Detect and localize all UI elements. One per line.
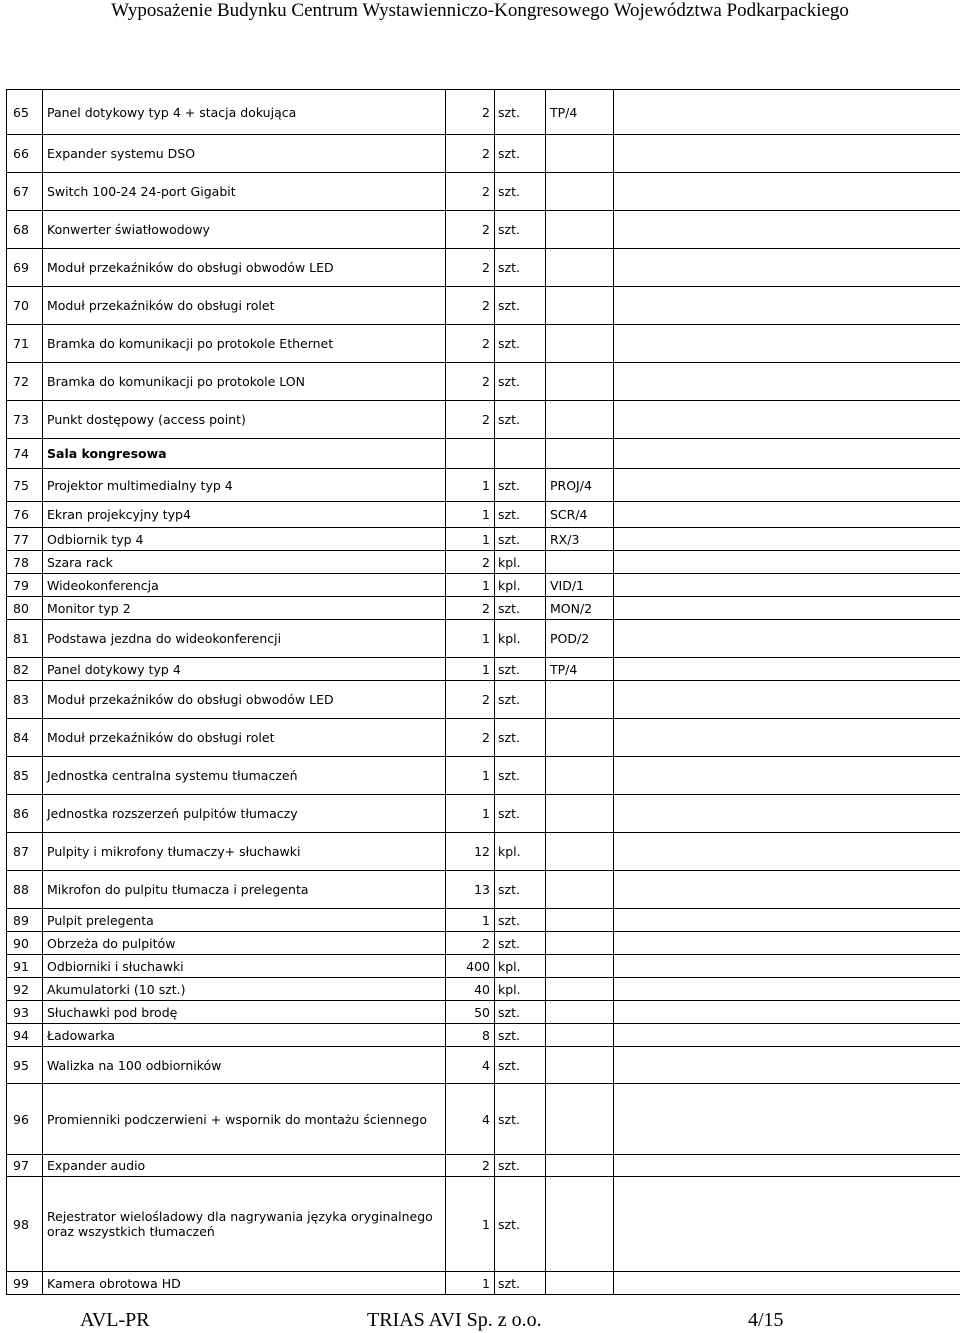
item-number: 73 [7, 401, 43, 439]
item-quantity: 4 [446, 1047, 495, 1084]
table-row [7, 211, 960, 249]
item-notes [614, 1001, 960, 1024]
item-quantity: 13 [446, 871, 495, 909]
item-unit: szt. [495, 1024, 546, 1047]
table-row [7, 551, 960, 574]
item-notes [614, 871, 960, 909]
item-number: 77 [7, 528, 43, 551]
item-name: Moduł przekaźników do obsługi rolet [43, 719, 446, 757]
item-name: Walizka na 100 odbiorników [43, 1047, 446, 1084]
item-unit: szt. [495, 1001, 546, 1024]
item-name: Expander systemu DSO [43, 135, 446, 173]
item-notes [614, 1084, 960, 1155]
item-unit: szt. [495, 909, 546, 932]
item-code [546, 1001, 614, 1024]
item-unit: szt. [495, 658, 546, 681]
table-row [7, 439, 960, 469]
item-code [546, 1177, 614, 1272]
item-notes [614, 1024, 960, 1047]
table-row [7, 978, 960, 1001]
item-unit: szt. [495, 469, 546, 502]
table-row [7, 1084, 960, 1155]
item-name: Moduł przekaźników do obsługi obwodów LED [43, 681, 446, 719]
item-code [546, 833, 614, 871]
item-name: Podstawa jezdna do wideokonferencji [43, 620, 446, 658]
item-notes [614, 955, 960, 978]
item-notes [614, 287, 960, 325]
item-name: Ekran projekcyjny typ4 [43, 502, 446, 528]
item-code [546, 211, 614, 249]
item-name: Monitor typ 2 [43, 597, 446, 620]
item-name: Odbiornik typ 4 [43, 528, 446, 551]
table-row [7, 469, 960, 502]
item-quantity: 4 [446, 1084, 495, 1155]
item-code [546, 1024, 614, 1047]
item-unit: szt. [495, 502, 546, 528]
item-unit: szt. [495, 1084, 546, 1155]
item-quantity: 2 [446, 597, 495, 620]
item-quantity: 1 [446, 1272, 495, 1295]
item-code: TP/4 [546, 658, 614, 681]
table-row [7, 1177, 960, 1272]
item-code [546, 955, 614, 978]
item-code [546, 909, 614, 932]
item-code [546, 681, 614, 719]
page-footer [0, 1305, 960, 1333]
item-unit: szt. [495, 757, 546, 795]
item-unit: kpl. [495, 978, 546, 1001]
item-notes [614, 1272, 960, 1295]
item-name: Akumulatorki (10 szt.) [43, 978, 446, 1001]
item-quantity: 1 [446, 757, 495, 795]
item-code [546, 757, 614, 795]
item-name: Panel dotykowy typ 4 [43, 658, 446, 681]
item-quantity: 1 [446, 574, 495, 597]
item-notes [614, 719, 960, 757]
item-number: 67 [7, 173, 43, 211]
item-code [546, 932, 614, 955]
item-code [546, 1155, 614, 1177]
item-notes [614, 173, 960, 211]
item-unit: szt. [495, 90, 546, 135]
item-name: Pulpity i mikrofony tłumaczy+ słuchawki [43, 833, 446, 871]
item-number: 97 [7, 1155, 43, 1177]
item-notes [614, 469, 960, 502]
item-name: Odbiorniki i słuchawki [43, 955, 446, 978]
item-notes [614, 757, 960, 795]
item-notes [614, 363, 960, 401]
item-code [546, 173, 614, 211]
footer-page-number: 4/15 [748, 1309, 784, 1331]
item-number: 70 [7, 287, 43, 325]
item-name: Słuchawki pod brodę [43, 1001, 446, 1024]
item-quantity: 2 [446, 932, 495, 955]
item-code: RX/3 [546, 528, 614, 551]
table-row [7, 1024, 960, 1047]
item-quantity: 2 [446, 173, 495, 211]
item-name: Projektor multimedialny typ 4 [43, 469, 446, 502]
item-code: VID/1 [546, 574, 614, 597]
item-unit [495, 439, 546, 469]
table-row [7, 401, 960, 439]
item-quantity: 2 [446, 287, 495, 325]
item-quantity: 8 [446, 1024, 495, 1047]
table-row [7, 1047, 960, 1084]
item-notes [614, 401, 960, 439]
item-number: 85 [7, 757, 43, 795]
item-unit: szt. [495, 528, 546, 551]
table-row [7, 909, 960, 932]
item-quantity [446, 439, 495, 469]
table-row [7, 955, 960, 978]
table-row [7, 574, 960, 597]
item-unit: szt. [495, 135, 546, 173]
item-name: Pulpit prelegenta [43, 909, 446, 932]
item-number: 83 [7, 681, 43, 719]
item-notes [614, 249, 960, 287]
item-quantity: 40 [446, 978, 495, 1001]
item-quantity: 50 [446, 1001, 495, 1024]
item-quantity: 12 [446, 833, 495, 871]
item-quantity: 2 [446, 1155, 495, 1177]
item-name: Jednostka rozszerzeń pulpitów tłumaczy [43, 795, 446, 833]
item-code [546, 1084, 614, 1155]
item-notes [614, 833, 960, 871]
item-quantity: 1 [446, 502, 495, 528]
item-notes [614, 1047, 960, 1084]
item-number: 96 [7, 1084, 43, 1155]
table-row [7, 1272, 960, 1295]
item-code: POD/2 [546, 620, 614, 658]
item-code [546, 871, 614, 909]
item-number: 82 [7, 658, 43, 681]
item-code [546, 325, 614, 363]
item-quantity: 2 [446, 401, 495, 439]
item-name: Ładowarka [43, 1024, 446, 1047]
item-unit: szt. [495, 249, 546, 287]
item-code [546, 1047, 614, 1084]
table-row [7, 173, 960, 211]
item-quantity: 2 [446, 249, 495, 287]
item-unit: szt. [495, 1272, 546, 1295]
item-number: 75 [7, 469, 43, 502]
item-unit: kpl. [495, 833, 546, 871]
footer-document-code: AVL-PR [80, 1309, 150, 1331]
table-row [7, 325, 960, 363]
item-number: 95 [7, 1047, 43, 1084]
table-row [7, 1001, 960, 1024]
item-unit: kpl. [495, 620, 546, 658]
item-notes [614, 795, 960, 833]
item-unit: szt. [495, 932, 546, 955]
item-unit: szt. [495, 597, 546, 620]
item-quantity: 1 [446, 909, 495, 932]
item-notes [614, 325, 960, 363]
item-code [546, 401, 614, 439]
item-quantity: 1 [446, 795, 495, 833]
item-unit: szt. [495, 401, 546, 439]
item-number: 72 [7, 363, 43, 401]
item-number: 98 [7, 1177, 43, 1272]
item-name: Promienniki podczerwieni + wspornik do montażu ściennego [43, 1084, 446, 1155]
item-code [546, 795, 614, 833]
item-notes [614, 597, 960, 620]
item-quantity: 2 [446, 90, 495, 135]
item-number: 89 [7, 909, 43, 932]
item-quantity: 1 [446, 528, 495, 551]
item-quantity: 2 [446, 719, 495, 757]
item-notes [614, 1177, 960, 1272]
item-notes [614, 620, 960, 658]
item-code [546, 287, 614, 325]
table-row [7, 502, 960, 528]
item-unit: kpl. [495, 574, 546, 597]
item-name: Mikrofon do pulpitu tłumacza i prelegenta [43, 871, 446, 909]
item-code [546, 249, 614, 287]
item-name: Expander audio [43, 1155, 446, 1177]
table-row [7, 658, 960, 681]
item-code: SCR/4 [546, 502, 614, 528]
equipment-table [6, 89, 960, 1295]
item-name: Bramka do komunikacji po protokole LON [43, 363, 446, 401]
item-code [546, 135, 614, 173]
table-row [7, 1155, 960, 1177]
item-number: 99 [7, 1272, 43, 1295]
item-name: Panel dotykowy typ 4 + stacja dokująca [43, 90, 446, 135]
item-unit: szt. [495, 211, 546, 249]
page-header [0, 0, 960, 24]
item-notes [614, 909, 960, 932]
item-code [546, 363, 614, 401]
item-code: TP/4 [546, 90, 614, 135]
item-unit: kpl. [495, 955, 546, 978]
item-name: Bramka do komunikacji po protokole Ethernet [43, 325, 446, 363]
footer-company: TRIAS AVI Sp. z o.o. [367, 1309, 542, 1331]
item-name: Obrzeża do pulpitów [43, 932, 446, 955]
table-row [7, 932, 960, 955]
item-quantity: 2 [446, 363, 495, 401]
item-unit: szt. [495, 871, 546, 909]
item-notes [614, 551, 960, 574]
equipment-table-body [7, 90, 960, 1295]
table-row [7, 795, 960, 833]
item-number: 92 [7, 978, 43, 1001]
item-unit: szt. [495, 795, 546, 833]
item-quantity: 1 [446, 658, 495, 681]
item-unit: szt. [495, 1047, 546, 1084]
table-row [7, 90, 960, 135]
item-notes [614, 1155, 960, 1177]
item-name: Switch 100-24 24-port Gigabit [43, 173, 446, 211]
item-notes [614, 528, 960, 551]
table-row [7, 719, 960, 757]
item-name: Wideokonferencja [43, 574, 446, 597]
item-unit: szt. [495, 287, 546, 325]
item-number: 80 [7, 597, 43, 620]
item-code [546, 551, 614, 574]
item-number: 91 [7, 955, 43, 978]
item-quantity: 400 [446, 955, 495, 978]
item-name: Moduł przekaźników do obsługi rolet [43, 287, 446, 325]
item-notes [614, 90, 960, 135]
item-number: 94 [7, 1024, 43, 1047]
item-number: 68 [7, 211, 43, 249]
item-number: 84 [7, 719, 43, 757]
table-row [7, 681, 960, 719]
item-code [546, 978, 614, 1001]
table-row [7, 757, 960, 795]
item-name: Rejestrator wielośladowy dla nagrywania języka oryginalnego oraz wszystkich tłumaczeń [43, 1177, 446, 1272]
item-quantity: 2 [446, 325, 495, 363]
table-row [7, 871, 960, 909]
item-number: 78 [7, 551, 43, 574]
item-unit: szt. [495, 1177, 546, 1272]
item-number: 90 [7, 932, 43, 955]
table-row [7, 620, 960, 658]
item-number: 81 [7, 620, 43, 658]
table-row [7, 287, 960, 325]
item-unit: szt. [495, 363, 546, 401]
item-quantity: 1 [446, 469, 495, 502]
equipment-table-wrapper [6, 89, 957, 1295]
item-number: 79 [7, 574, 43, 597]
item-quantity: 1 [446, 620, 495, 658]
table-row [7, 528, 960, 551]
item-quantity: 2 [446, 211, 495, 249]
item-code [546, 719, 614, 757]
table-row [7, 597, 960, 620]
item-unit: szt. [495, 325, 546, 363]
item-notes [614, 658, 960, 681]
item-code: MON/2 [546, 597, 614, 620]
item-number: 93 [7, 1001, 43, 1024]
item-quantity: 2 [446, 135, 495, 173]
item-code [546, 439, 614, 469]
item-name: Sala kongresowa [43, 439, 446, 469]
table-row [7, 135, 960, 173]
item-name: Szara rack [43, 551, 446, 574]
item-notes [614, 211, 960, 249]
table-row [7, 363, 960, 401]
item-number: 69 [7, 249, 43, 287]
table-row [7, 249, 960, 287]
item-notes [614, 681, 960, 719]
item-notes [614, 502, 960, 528]
item-name: Konwerter światłowodowy [43, 211, 446, 249]
item-notes [614, 439, 960, 469]
item-quantity: 2 [446, 551, 495, 574]
item-quantity: 2 [446, 681, 495, 719]
item-name: Moduł przekaźników do obsługi obwodów LED [43, 249, 446, 287]
item-unit: szt. [495, 1155, 546, 1177]
table-row [7, 833, 960, 871]
item-unit: szt. [495, 719, 546, 757]
item-notes [614, 135, 960, 173]
item-code [546, 1272, 614, 1295]
item-number: 76 [7, 502, 43, 528]
item-number: 66 [7, 135, 43, 173]
item-notes [614, 574, 960, 597]
item-number: 65 [7, 90, 43, 135]
item-code: PROJ/4 [546, 469, 614, 502]
document-title: Wyposażenie Budynku Centrum Wystawienniczo-Kongresowego Województwa Podkarpackiego [111, 0, 849, 21]
item-notes [614, 932, 960, 955]
item-unit: szt. [495, 173, 546, 211]
item-number: 86 [7, 795, 43, 833]
item-number: 74 [7, 439, 43, 469]
item-number: 71 [7, 325, 43, 363]
item-name: Jednostka centralna systemu tłumaczeń [43, 757, 446, 795]
item-unit: kpl. [495, 551, 546, 574]
item-name: Kamera obrotowa HD [43, 1272, 446, 1295]
item-number: 88 [7, 871, 43, 909]
item-quantity: 1 [446, 1177, 495, 1272]
item-number: 87 [7, 833, 43, 871]
item-name: Punkt dostępowy (access point) [43, 401, 446, 439]
item-unit: szt. [495, 681, 546, 719]
item-notes [614, 978, 960, 1001]
